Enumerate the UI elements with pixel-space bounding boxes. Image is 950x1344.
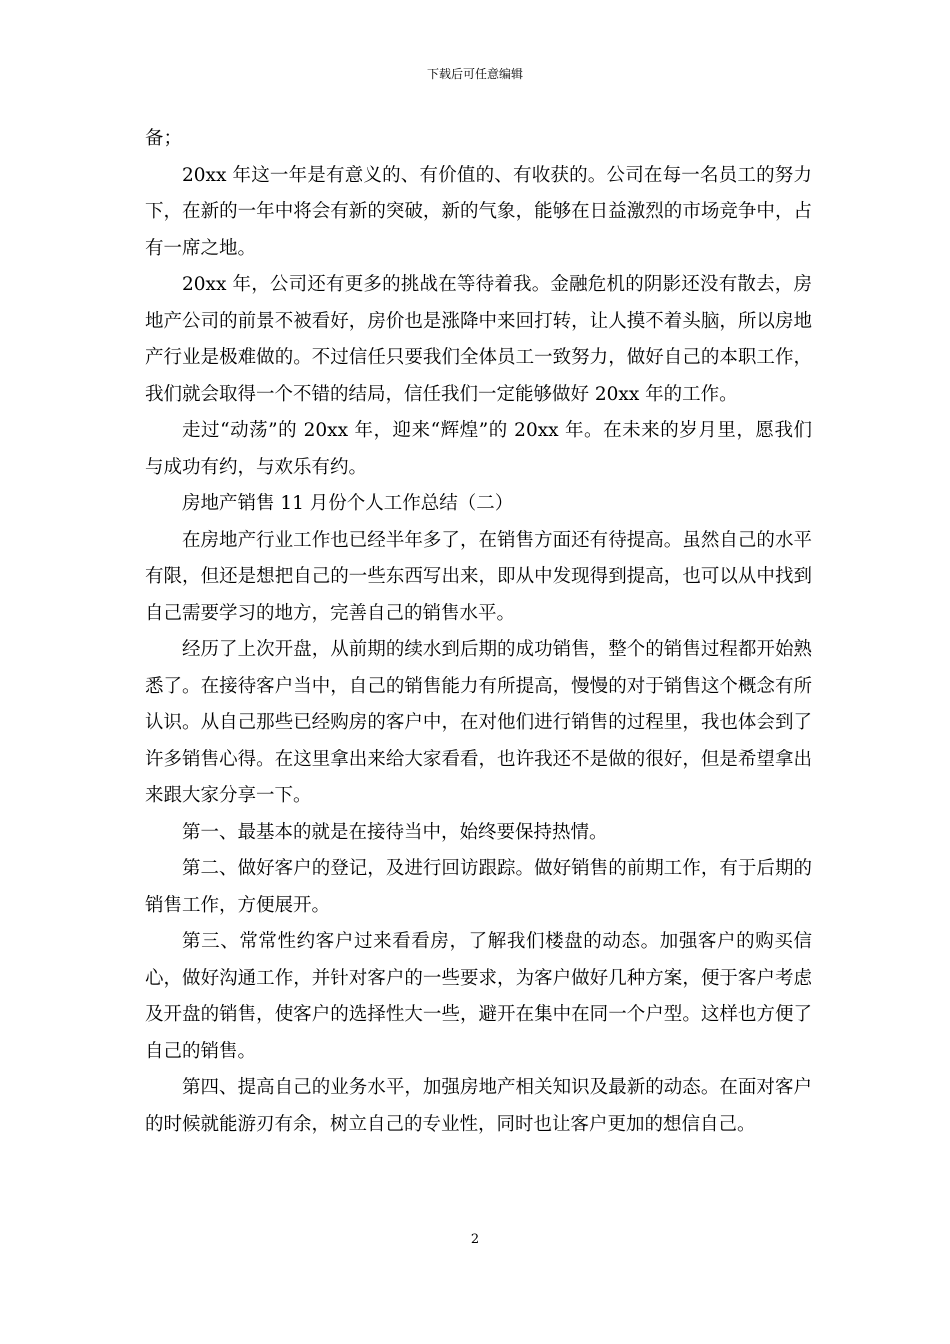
page-header: 下载后可任意编辑 xyxy=(426,67,523,81)
list-paragraph: 第一、最基本的就是在接待当中，始终要保持热情。 xyxy=(182,821,608,843)
page-number: 2 xyxy=(470,1232,480,1247)
paragraph: 20xx 年，公司还有更多的挑战在等待着我。金融危机的阴影还没有散去，房地产公司的前景不被看好，房价也是涨降中来回打转，让人摸不着头脑，所以房地产行业是极难做的。不过信任只要我们全体员工一致努力，做好自己的本职工作，我们就会取得一个不错的结局，信任我们一定能够做好 20xx 年的工作。 xyxy=(145,274,812,405)
list-paragraph: 第二、做好客户的登记，及进行回访跟踪。做好销售的前期工作，有于后期的销售工作，方便展开。 xyxy=(145,858,812,916)
list-paragraph: 第三、常常性约客户过来看看房，了解我们楼盘的动态。加强客户的购买信心，做好沟通工作，并针对客户的一些要求，为客户做好几种方案，便于客户考虑及开盘的销售，使客户的选择性大一些，避开在集中在同一个户型。这样也方便了自己的销售。 xyxy=(145,931,812,1062)
paragraph-continuation: 备； xyxy=(145,128,183,149)
paragraph: 经历了上次开盘，从前期的续水到后期的成功销售，整个的销售过程都开始熟悉了。在接待客户当中，自己的销售能力有所提高，慢慢的对于销售这个概念有所认识。从自己那些已经购房的客户中，在对他们进行销售的过程里，我也体会到了许多销售心得。在这里拿出来给大家看看，也许我还不是做的很好，但是希望拿出来跟大家分享一下。 xyxy=(145,639,812,806)
paragraph: 走过“动荡”的 20xx 年，迎来“辉煌”的 20xx 年。在未来的岁月里，愿我们与成功有约，与欢乐有约。 xyxy=(145,420,812,478)
paragraph: 在房地产行业工作也已经半年多了，在销售方面还有待提高。虽然自己的水平有限，但还是想把自己的一些东西写出来，即从中发现得到提高，也可以从中找到自己需要学习的地方，完善自己的销售水平。 xyxy=(145,529,812,624)
list-paragraph: 第四、提高自己的业务水平，加强房地产相关知识及最新的动态。在面对客户的时候就能游刃有余，树立自己的专业性，同时也让客户更加的想信自己。 xyxy=(145,1077,812,1135)
document-body xyxy=(145,121,812,1143)
section-title: 房地产销售 11 月份个人工作总结（二） xyxy=(182,493,514,514)
paragraph: 20xx 年这一年是有意义的、有价值的、有收获的。公司在每一名员工的努力下，在新的一年中将会有新的突破，新的气象，能够在日益激烈的市场竞争中，占有一席之地。 xyxy=(145,164,812,259)
